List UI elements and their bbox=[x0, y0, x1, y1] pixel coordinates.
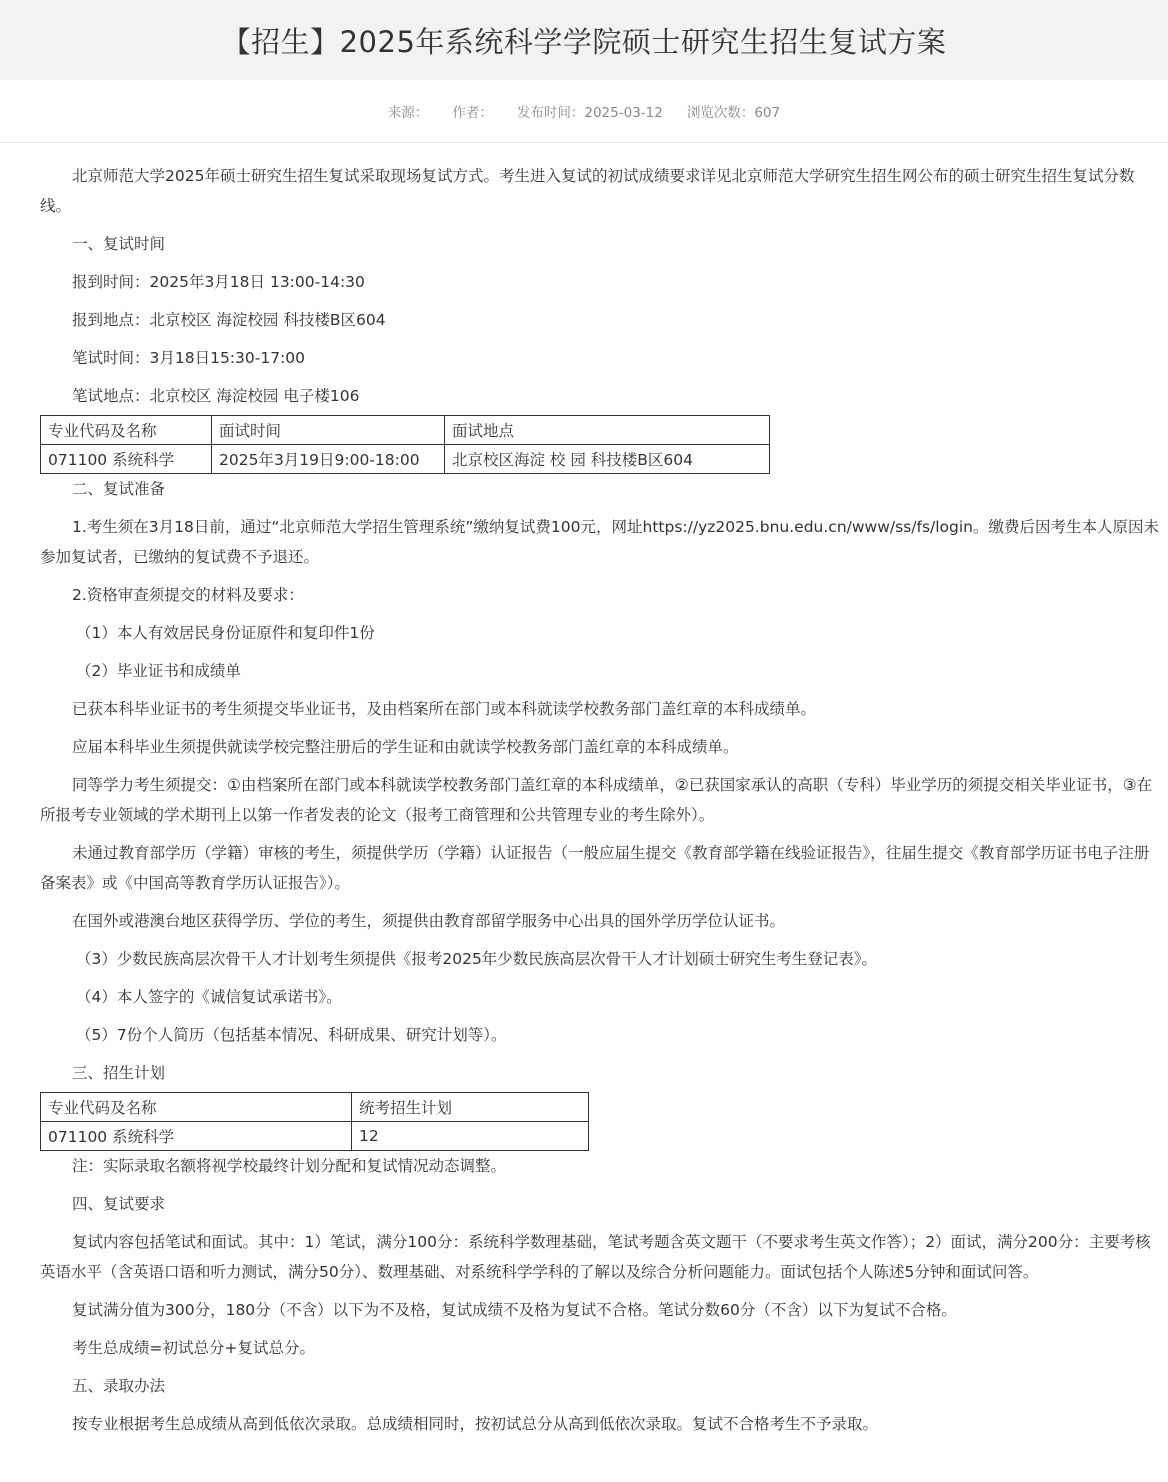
paragraph: 2.资格审查须提交的材料及要求： bbox=[72, 586, 304, 604]
table-header-cell: 专业代码及名称 bbox=[41, 416, 212, 445]
table-cell: 071100 系统科学 bbox=[41, 1122, 352, 1151]
table-header-cell: 面试时间 bbox=[212, 416, 445, 445]
paragraph: 复试内容包括笔试和面试。其中：1）笔试，满分100分：系统科学数理基础，笔试考题含英文题干（不要求考生英文作答）；2）面试，满分200分：主要考核英语水平（含英语口语和听力测试，满分50分）、数理基础、对系统科学学科的了解以及综合分析问题能力。面试包括个人陈述5分钟和面试问答。 bbox=[40, 1233, 1151, 1281]
title-bar bbox=[0, 0, 1168, 80]
paragraph: 在国外或港澳台地区获得学历、学位的考生，须提供由教育部留学服务中心出具的国外学历学位认证书。 bbox=[72, 912, 786, 930]
paragraph: （3）少数民族高层次骨干人才计划考生须提供《报考2025年少数民族高层次骨干人才计划硕士研究生考生登记表》。 bbox=[76, 950, 878, 968]
table-row bbox=[41, 1122, 589, 1151]
section-heading: 四、复试要求 bbox=[72, 1195, 166, 1213]
paragraph: 报到时间：2025年3月18日 13:00-14:30 bbox=[72, 273, 365, 291]
paragraph: 笔试地点：北京校区 海淀校园 电子楼106 bbox=[72, 387, 360, 405]
paragraph: 已获本科毕业证书的考生须提交毕业证书，及由档案所在部门或本科就读学校教务部门盖红章的本科成绩单。 bbox=[72, 700, 817, 718]
article-body bbox=[0, 143, 1168, 1443]
table-row bbox=[41, 445, 770, 474]
paragraph: 笔试时间：3月18日15:30-17:00 bbox=[72, 349, 306, 367]
paragraph: （1）本人有效居民身份证原件和复印件1份 bbox=[76, 624, 375, 642]
table-cell: 2025年3月19日9:00-18:00 bbox=[212, 445, 445, 474]
table-header-cell: 统考招生计划 bbox=[352, 1093, 589, 1122]
section-heading: 三、招生计划 bbox=[72, 1064, 166, 1082]
section-heading: 二、复试准备 bbox=[72, 480, 166, 498]
paragraph: 考生总成绩=初试总分+复试总分。 bbox=[72, 1339, 315, 1357]
table-cell: 12 bbox=[352, 1122, 589, 1151]
table-header-cell: 面试地点 bbox=[445, 416, 770, 445]
paragraph: 1.考生须在3月18日前，通过“北京师范大学招生管理系统”缴纳复试费100元，网址https://yz2025.bnu.edu.cn/www/ss/fs/login。缴费后因考生本人原因未参加复试者，已缴纳的复试费不予退还。 bbox=[40, 518, 1160, 566]
article-meta bbox=[0, 80, 1168, 143]
interview-table bbox=[40, 415, 770, 474]
meta-source: 来源： bbox=[387, 105, 429, 121]
paragraph: 报到地点：北京校区 海淀校园 科技楼B区604 bbox=[72, 311, 386, 329]
table-header-row bbox=[41, 416, 770, 445]
paragraph: （4）本人签字的《诚信复试承诺书》。 bbox=[76, 988, 342, 1006]
section-heading: 五、录取办法 bbox=[72, 1377, 166, 1395]
paragraph: 复试满分值为300分，180分（不含）以下为不及格，复试成绩不及格为复试不合格。笔试分数60分（不含）以下为复试不合格。 bbox=[72, 1301, 957, 1319]
paragraph: 应届本科毕业生须提供就读学校完整注册后的学生证和由就读学校教务部门盖红章的本科成绩单。 bbox=[72, 738, 739, 756]
meta-views: 浏览次数：607 bbox=[686, 105, 781, 121]
intro-paragraph: 北京师范大学2025年硕士研究生招生复试采取现场复试方式。考生进入复试的初试成绩要求详见北京师范大学研究生招生网公布的硕士研究生招生复试分数线。 bbox=[40, 167, 1135, 215]
table-header-cell: 专业代码及名称 bbox=[41, 1093, 352, 1122]
table-cell: 071100 系统科学 bbox=[41, 445, 212, 474]
enrollment-plan-table bbox=[40, 1092, 589, 1151]
paragraph: （2）毕业证书和成绩单 bbox=[76, 662, 241, 680]
paragraph: 未通过教育部学历（学籍）审核的考生，须提供学历（学籍）认证报告（一般应届生提交《教育部学籍在线验证报告》，往届生提交《教育部学历证书电子注册备案表》或《中国高等教育学历认证报告》）。 bbox=[40, 844, 1150, 892]
table-cell: 北京校区海淀 校 园 科技楼B区604 bbox=[445, 445, 770, 474]
section-heading: 一、复试时间 bbox=[72, 235, 166, 253]
paragraph: 按专业根据考生总成绩从高到低依次录取。总成绩相同时，按初试总分从高到低依次录取。复试不合格考生不予录取。 bbox=[72, 1415, 879, 1433]
paragraph: 同等学力考生须提交：①由档案所在部门或本科就读学校教务部门盖红章的本科成绩单，②已获国家承认的高职（专科）毕业学历的须提交相关毕业证书，③在所报考专业领域的学术期刊上以第一作者发表的论文（报考工商管理和公共管理专业的考生除外）。 bbox=[40, 776, 1153, 824]
note: 注：实际录取名额将视学校最终计划分配和复试情况动态调整。 bbox=[72, 1157, 507, 1175]
paragraph: （5）7份个人简历（包括基本情况、科研成果、研究计划等）。 bbox=[76, 1026, 507, 1044]
meta-author: 作者： bbox=[452, 105, 493, 121]
meta-published: 发布时间：2025-03-12 bbox=[516, 105, 663, 121]
table-header-row bbox=[41, 1093, 589, 1122]
page-title: 【招生】2025年系统科学学院硕士研究生招生复试方案 bbox=[221, 24, 947, 59]
